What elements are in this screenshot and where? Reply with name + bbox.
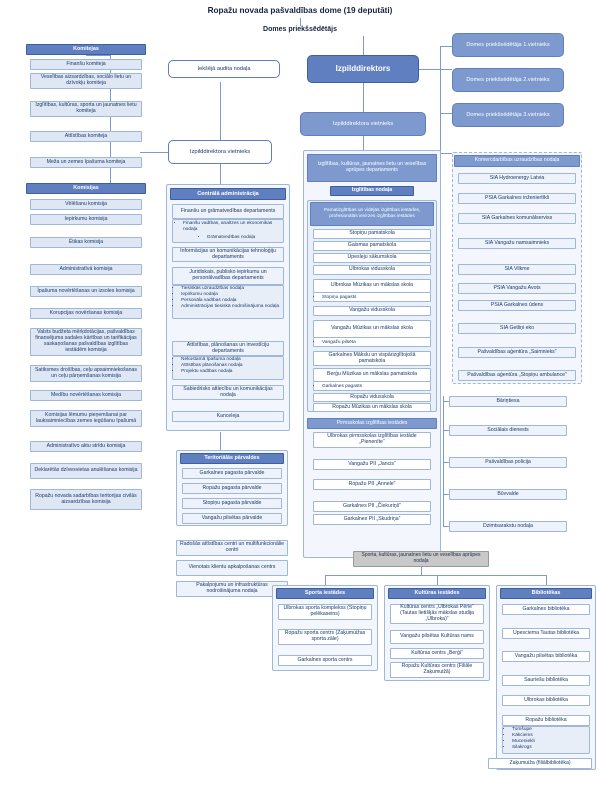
connector [325,575,546,576]
sub-label: • Finanšu vadības, analīzes un ekonomikas nodaļa [183,221,279,233]
preschool-header: Pirmsskolas izglītības iestādes [307,418,437,429]
library-item[interactable]: Vangažu pilsētas bibliotēka [502,651,590,662]
territorial-header: Teritoriālās pārvaldes [180,453,284,464]
library-item-last[interactable]: Zaķumuiža (filiālbibliotēka) [488,758,592,769]
right-institution[interactable]: Sociālais dienests [449,425,567,436]
sub-label: • Grāmatvedības nodaļa [207,235,256,241]
culture-item[interactable]: Kultūras centrs „Ulbrokas Pērle” (Tautas lietišķās mākslas studija „Ulbroka)” [390,604,484,624]
exec-deputy-box[interactable]: Izpilddirektora vietnieks [300,112,426,136]
connector [421,567,422,575]
commission-item[interactable]: Iepirkumu komisija [30,214,142,225]
school-item[interactable]: Ulbrokas Mūzikas un mākslas skola [313,279,431,293]
commission-item[interactable]: Valsts budžeta mērķdotācijas, pašvaldības finansējuma sadales kārtības un tarifikācijas saskaņošanas pašvaldības izglītības iestādēm komisija [30,328,142,356]
connector [300,18,301,26]
connector [440,153,452,154]
territorial-item[interactable]: Vangažu pilsētas pārvalde [182,513,282,524]
committee-item[interactable]: Izglītības, kultūras, sporta un jaunatnes lietu komiteja [30,101,142,117]
commission-item[interactable]: Satiksmes drošības, ceļu apsaimniekošanas un ceļu pārņemšanas komisija [30,365,142,382]
central-admin-subitem[interactable] [175,233,281,242]
commission-item[interactable]: Ētikas komisija [30,237,142,248]
library-item[interactable]: Upesciema Tautas bibliotēka [502,628,590,639]
education-department-header: Izglītības, kultūras, jaunatnes lietu un veselības aprūpes departaments [307,154,437,182]
supervised-item[interactable]: Pašvaldības aģentūra „Saimnieks” [458,347,576,358]
sports-item[interactable]: Ropažu sporta centrs (Zaķumuižas sporta zāle) [278,629,372,645]
sub-label[interactable]: • Attīstības plānošanas nodaļa [181,363,281,369]
sports-item[interactable]: Garkalnes sporta centrs [278,655,372,666]
right-institution[interactable]: Dzimtsarakstu nodaļa [449,521,567,532]
branch-label[interactable]: • Kākciems [512,733,588,739]
chairperson-title: Domes priekšsēdētājs [263,26,337,33]
preschool-item[interactable]: Ulbrokas pirmsskolas izglītības iestāde „Pienenīte” [313,432,431,448]
central-admin-subitem[interactable] [175,220,281,233]
sports-item[interactable]: Ulbrokas sporta komplekss (Stopiņu pelēkaseins) [278,604,372,620]
deputy-chair-1[interactable]: Domes priekšsēdētāja 1.vietnieks [452,33,564,57]
connector [443,526,449,527]
connector [363,36,364,56]
school-item[interactable]: Stopiņu pamatskola [313,229,431,239]
connector [325,575,326,585]
school-item[interactable]: Vangažu Mūzikas un mākslas skola [313,320,431,338]
school-item[interactable]: Upesleju sākumskola [313,253,431,263]
right-institution[interactable]: Pašvaldības policija [449,457,567,468]
page-title: Ropažu novada pašvaldības dome (19 deputāti) [207,6,393,15]
supervised-item[interactable]: PSIA Garkalnes inženiertīkli [458,193,576,204]
commission-item[interactable]: Administratīvā komisija [30,264,142,275]
connector [418,69,452,70]
sports-header: Sporta iestādes [276,588,374,599]
connector [220,432,221,450]
school-item[interactable]: Ropažu vidusskola [313,393,431,402]
ropazi-branch-list [506,727,588,751]
central-admin-dept[interactable]: Sabiedrisko attiecību un komunikācijas nodaļa [172,385,284,400]
right-institution[interactable]: Būvvalde [449,489,567,500]
exec-deputy-left-box[interactable]: Izpilddirektora vietnieks [168,140,272,164]
school-subitem-group [313,293,431,302]
connector [440,46,441,154]
committees-header: Komitejas [26,44,146,55]
sub-label[interactable]: • Tiesiskās uzraudzības nodaļa [181,286,281,292]
library-item[interactable]: Ulbrokas bibliotēka [502,695,590,706]
committee-item[interactable]: Finanšu komiteja [30,59,142,70]
committee-item[interactable]: Meža un zemes īpašuma komiteja [30,157,142,168]
school-subitem-group [313,382,431,391]
school-item[interactable]: Vangažu vidusskola [313,306,431,316]
sub-label[interactable]: • Garkalnes pagasts [322,384,428,390]
territorial-item[interactable]: Garkalnes pagasta pārvalde [182,468,282,479]
branch-label[interactable]: • Tumšupe [512,727,588,733]
libraries-header: Bibliotēkas [500,588,592,599]
branch-label[interactable]: • Silakrogs [512,745,588,751]
connector [443,401,449,402]
connector [363,82,364,112]
central-admin-dept[interactable]: Finanšu un grāmatvedības departaments [172,204,284,219]
deputy-chair-3[interactable]: Domes priekšsēdētāja 3.vietnieks [452,103,564,127]
connector [440,113,452,114]
school-item[interactable]: Ropažu Mūzikas un mākslas skola [313,403,431,412]
committee-item[interactable]: Attīstības komiteja [30,131,142,142]
preschool-item[interactable]: Vangažu PII „Jancis” [313,459,431,470]
territorial-extra[interactable]: Vienotais klientu apkalpošanas centrs [176,560,288,576]
central-admin-sublist [175,286,281,310]
education-unit[interactable]: Izglītības nodaļa [330,186,414,196]
exec-director-box[interactable]: Izpilddirektors [307,55,419,83]
commission-item[interactable]: Medību novērtēšanas komisija [30,390,142,401]
right-institution[interactable]: Bāriņtiesa [449,396,567,407]
central-admin-dept[interactable]: Juridiskais, publisko iepirkumu un personālvadības departaments [172,267,284,285]
preschool-item[interactable]: Garkalnes PII „Skudriņa” [313,514,431,525]
sports-culture-unit[interactable]: Sporta, kultūras, jaunatnes lietu un veselības aprūpes nodaļa [353,551,489,567]
general-education-header: Pamatizglītības un vidējās izglītības iestādes, profesionālās ievirzes izglītības iestādes [310,202,434,226]
school-item[interactable]: Garkalnes Mākslu un vispārizglītojošā pamatskola [313,351,431,366]
connector [443,430,449,431]
sub-label[interactable]: • Administrācijas tiesiskā nodrošinājuma nodaļa [181,304,281,310]
commission-item[interactable]: Ropažu novada sadarbības teritorijas civilās aizsardzības komisija [30,489,142,510]
connector [443,396,444,526]
library-item-ropazi[interactable]: Ropažu bibliotēka [502,715,590,726]
school-subitem-group [313,338,431,347]
supervised-item[interactable]: PSIA Vangažu Avots [458,283,576,294]
sub-label[interactable]: • Stopiņu pagasts [322,295,428,301]
library-item[interactable]: Sauriešu bibliotēka [502,675,590,686]
school-item[interactable]: Gaismas pamatskola [313,241,431,251]
central-admin-dept[interactable]: Kanceleja [172,411,284,422]
supervised-item[interactable]: SIA Getliņi eko [458,323,576,334]
connector [220,164,221,184]
connector [440,46,452,47]
commission-item[interactable]: Korupcijas novēršanas komisija [30,308,142,319]
connector [86,55,110,56]
committee-item[interactable]: Veselības aizsardzības, sociālo lietu un dzīvokļu komiteja [30,73,142,89]
supervised-item[interactable]: SIA Hydroenergy Latvia [458,173,576,184]
commission-item[interactable]: Īpašuma novērtēšanas un izsoles komisija [30,286,142,297]
commission-item[interactable]: Komisijas lēmumu pieņemšanai par lauksaimniecības zemes iegūšanu īpašumā [30,410,142,427]
deputy-chair-2[interactable]: Domes priekšsēdētāja 2.vietnieks [452,68,564,92]
connector [140,152,168,153]
preschool-item[interactable]: Garkalnes PII „Čiekuriņš” [313,501,431,512]
supervised-item[interactable]: Pašvaldības aģentūra „Stopiņu ambulance” [458,370,576,381]
commission-item[interactable]: Deklarētās dzīvesvietas anulēšanas komisija [30,463,142,479]
connector [546,575,547,585]
territorial-extra[interactable]: Radošās attīstības centri un multifunkcionālie centri [176,540,288,556]
sub-label[interactable]: • Vangažu pilsēta [322,340,428,346]
commission-item[interactable]: Administratīvo aktu strīdu komisija [30,441,142,452]
territorial-extra[interactable]: Pakalpojumu un infrastruktūras nodrošinājuma nodaļa [176,581,288,597]
central-admin-header: Centrālā administrācija [170,188,286,200]
internal-audit-box[interactable]: Iekšējā audita nodaļa [168,60,280,78]
central-admin-sublist [175,357,281,375]
supervised-item[interactable]: SIA Garkalnes komunālserviss [458,213,576,224]
territorial-item[interactable]: Stopiņu pagasta pārvalde [182,498,282,509]
connector [437,575,438,585]
school-item[interactable]: Ulbrokas vidusskola [313,265,431,275]
preschool-item[interactable]: Ropažu PII „Annele” [313,479,431,490]
connector [443,494,449,495]
supervised-item[interactable]: SIA Vangažu namsaimnieks [458,238,576,249]
culture-header: Kultūras iestādes [388,588,486,599]
territorial-item[interactable]: Ropažu pagasta pārvalde [182,483,282,494]
school-item[interactable]: Berģu Mūzikas un mākslas pamatskola [313,368,431,382]
library-item[interactable]: Garkalnes bibliotēka [502,604,590,615]
sub-label[interactable]: • Iepirkumu nodaļa [181,292,281,298]
culture-item[interactable]: Vangažu pilsētas Kultūras nams [390,630,484,644]
central-admin-dept[interactable]: Attīstības, plānošanas un investīciju departaments [172,341,284,356]
central-admin-dept[interactable]: Informācijas un komunikācijas tehnoloģiju departaments [172,247,284,262]
branch-label[interactable]: • Muceniekli [512,739,588,745]
supervised-item[interactable]: PSIA Garkalnes ūdens [458,300,576,311]
connector [443,462,449,463]
sub-label[interactable]: • Nekustamā īpašuma nodaļa [181,357,281,363]
supervised-item[interactable]: SIA Vilkme [458,264,576,275]
culture-item[interactable]: Ropažu Kultūras centrs (Filiāle Zaķumuižā) [390,662,484,678]
sub-label[interactable]: • Projektu vadības nodaļa [181,369,281,375]
culture-item[interactable]: Kultūras centrs „Berģi” [390,648,484,659]
sub-label[interactable]: • Personāla vadības nodaļa [181,298,281,304]
commissions-header: Komisijas [26,183,146,194]
supervised-header: Komercdarbības uzraudzības nodaļa [454,155,580,167]
commission-item[interactable]: Vēlēšanu komisija [30,199,142,210]
